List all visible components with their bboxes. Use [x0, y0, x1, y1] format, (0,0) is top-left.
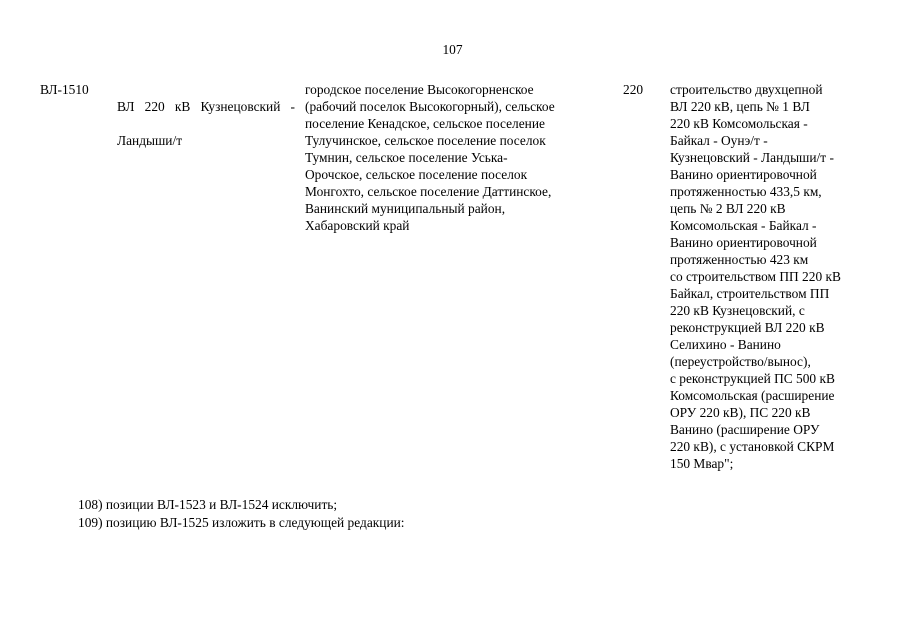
- name-word: 220: [144, 99, 165, 114]
- page-number: 107: [442, 42, 463, 57]
- footer-item-109: 109) позицию ВЛ-1525 изложить в следующей редакции:: [78, 515, 405, 530]
- name-word: Кузнецовский: [200, 99, 281, 114]
- voltage-value: 220: [623, 82, 644, 97]
- work-description: строительство двухцепной ВЛ 220 кВ, цепь № 1 ВЛ 220 кВ Комсомольская - Байкал - Оунэ/т - Кузнецовский - Ландыши/т - Ванино ориентировочной протяженностью 433,5 км, цепь № 2 ВЛ 220 кВ Комсомольская - Байкал - Ванино ориентировочной протяженностью 423 км со строительством ПП 220 кВ Байкал, строительством ПП 220 кВ Кузнецовский, с реконструкцией ВЛ 220 кВ Селихино - Ванино (переустройство/вынос), с реконструкцией ПС 500 кВ Комсомольская (расширение ОРУ 220 кВ), ПС 220 кВ Ванино (расширение ОРУ 220 кВ), с установкой СКРМ 150 Мвар";: [670, 82, 841, 471]
- object-name: [117, 81, 295, 166]
- name-word: ВЛ: [117, 99, 135, 114]
- name-word: кВ: [174, 99, 191, 114]
- object-code: ВЛ-1510: [40, 82, 89, 97]
- name-word: -: [290, 99, 295, 114]
- footer-item-108: 108) позиции ВЛ-1523 и ВЛ-1524 исключить;: [78, 497, 338, 512]
- territory-text: городское поселение Высокогорненское (рабочий поселок Высокогорный), сельское поселение Кенадское, сельское поселение Тулучинское, сельское поселение поселок Тумнин, сельское поселение Уська- Орочское, сельское поселение поселок Монгохто, сельское поселение Даттинское, Ванинский муниципальный район, Хабаровский край: [305, 82, 555, 233]
- object-name-line2: Ландыши/т: [117, 133, 183, 148]
- object-name-line1: [117, 98, 295, 115]
